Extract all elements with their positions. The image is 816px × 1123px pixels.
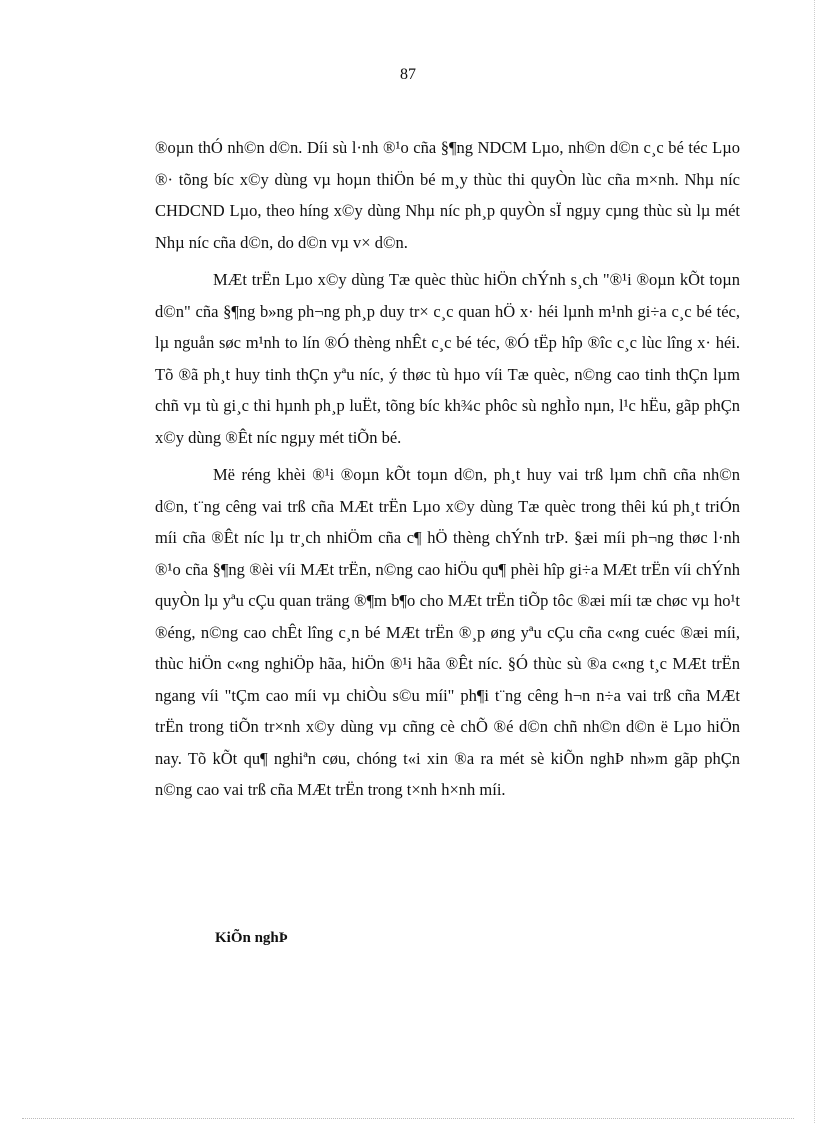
page-number: 87 [400,66,416,83]
paragraph-1: ®oµn thÓ nh©n d©n. Díi sù l·nh ®¹o cña §¶ng NDCM Lµo, nh©n d©n c¸c bé téc Lµo ®· tõng bíc x©y dùng vµ hoµn thiÖn bé m¸y thùc thi quyÒn lùc cña m×nh. Nhµ níc CHDCND Lµo, theo híng x©y dùng Nhµ níc ph¸p quyÒn sÏ ngµy cµng thùc sù lµ mét Nhµ níc cña d©n, do d©n vµ v× d©n. [155,138,740,252]
body-text [155,132,740,812]
page-bottom-divider [22,1118,794,1119]
paragraph-3: Më réng khèi ®¹i ®oµn kÕt toµn d©n, ph¸t huy vai trß lµm chñ cña nh©n d©n, t¨ng cêng vai trß cña MÆt trËn Lµo x©y dùng Tæ quèc trong thêi kú ph¸t triÓn míi cña ®Êt níc lµ tr¸ch nhiÖm cña c¶ hÖ thèng chÝnh trÞ. §æi míi ph¬ng thøc l·nh ®¹o cña §¶ng ®èi víi MÆt trËn, n©ng cao hiÖu qu¶ phèi hîp gi÷a MÆt trËn víi chÝnh quyÒn lµ yªu cÇu quan träng ®¶m b¶o cho MÆt trËn tiÕp tôc ®æi míi tæ chøc vµ ho¹t ®éng, n©ng cao chÊt lîng c¸n bé MÆt trËn ®¸p øng yªu cÇu cña c«ng cuéc ®æi míi, thùc hiÖn c«ng nghiÖp hãa, hiÖn ®¹i hãa ®Êt níc. §Ó thùc sù ®a c«ng t¸c MÆt trËn ngang víi "tÇm cao míi vµ chiÒu s©u míi" ph¶i t¨ng cêng h¬n n÷a vai trß cña MÆt trËn trong tiÕn tr×nh x©y dùng vµ cñng cè chÕ ®é d©n chñ nh©n d©n ë Lµo hiÖn nay. Tõ kÕt qu¶ nghiªn cøu, chóng t«i xin ®a ra mét sè kiÕn nghÞ nh»m gãp phÇn n©ng cao vai trß cña MÆt trËn trong t×nh h×nh míi. [155,465,740,799]
section-heading: KiÕn nghÞ [215,930,288,946]
paragraph-2: MÆt trËn Lµo x©y dùng Tæ quèc thùc hiÖn chÝnh s¸ch "®¹i ®oµn kÕt toµn d©n" cña §¶ng b»ng ph¬ng ph¸p duy tr× c¸c quan hÖ x· héi lµnh m¹nh gi÷a c¸c bé téc, lµ nguån søc m¹nh to lín ®Ó thèng nhÊt c¸c bé téc, ®Ó tËp hîp ®îc c¸c lùc lîng x· héi. Tõ ®ã ph¸t huy tinh thÇn yªu níc, ý thøc tù hµo víi Tæ quèc, n©ng cao tinh thÇn lµm chñ vµ tù gi¸c thi hµnh ph¸p luËt, tõng bíc kh¾c phôc sù nghÌo nµn, l¹c hËu, gãp phÇn x©y dùng ®Êt níc ngµy mét tiÕn bé. [155,270,740,447]
